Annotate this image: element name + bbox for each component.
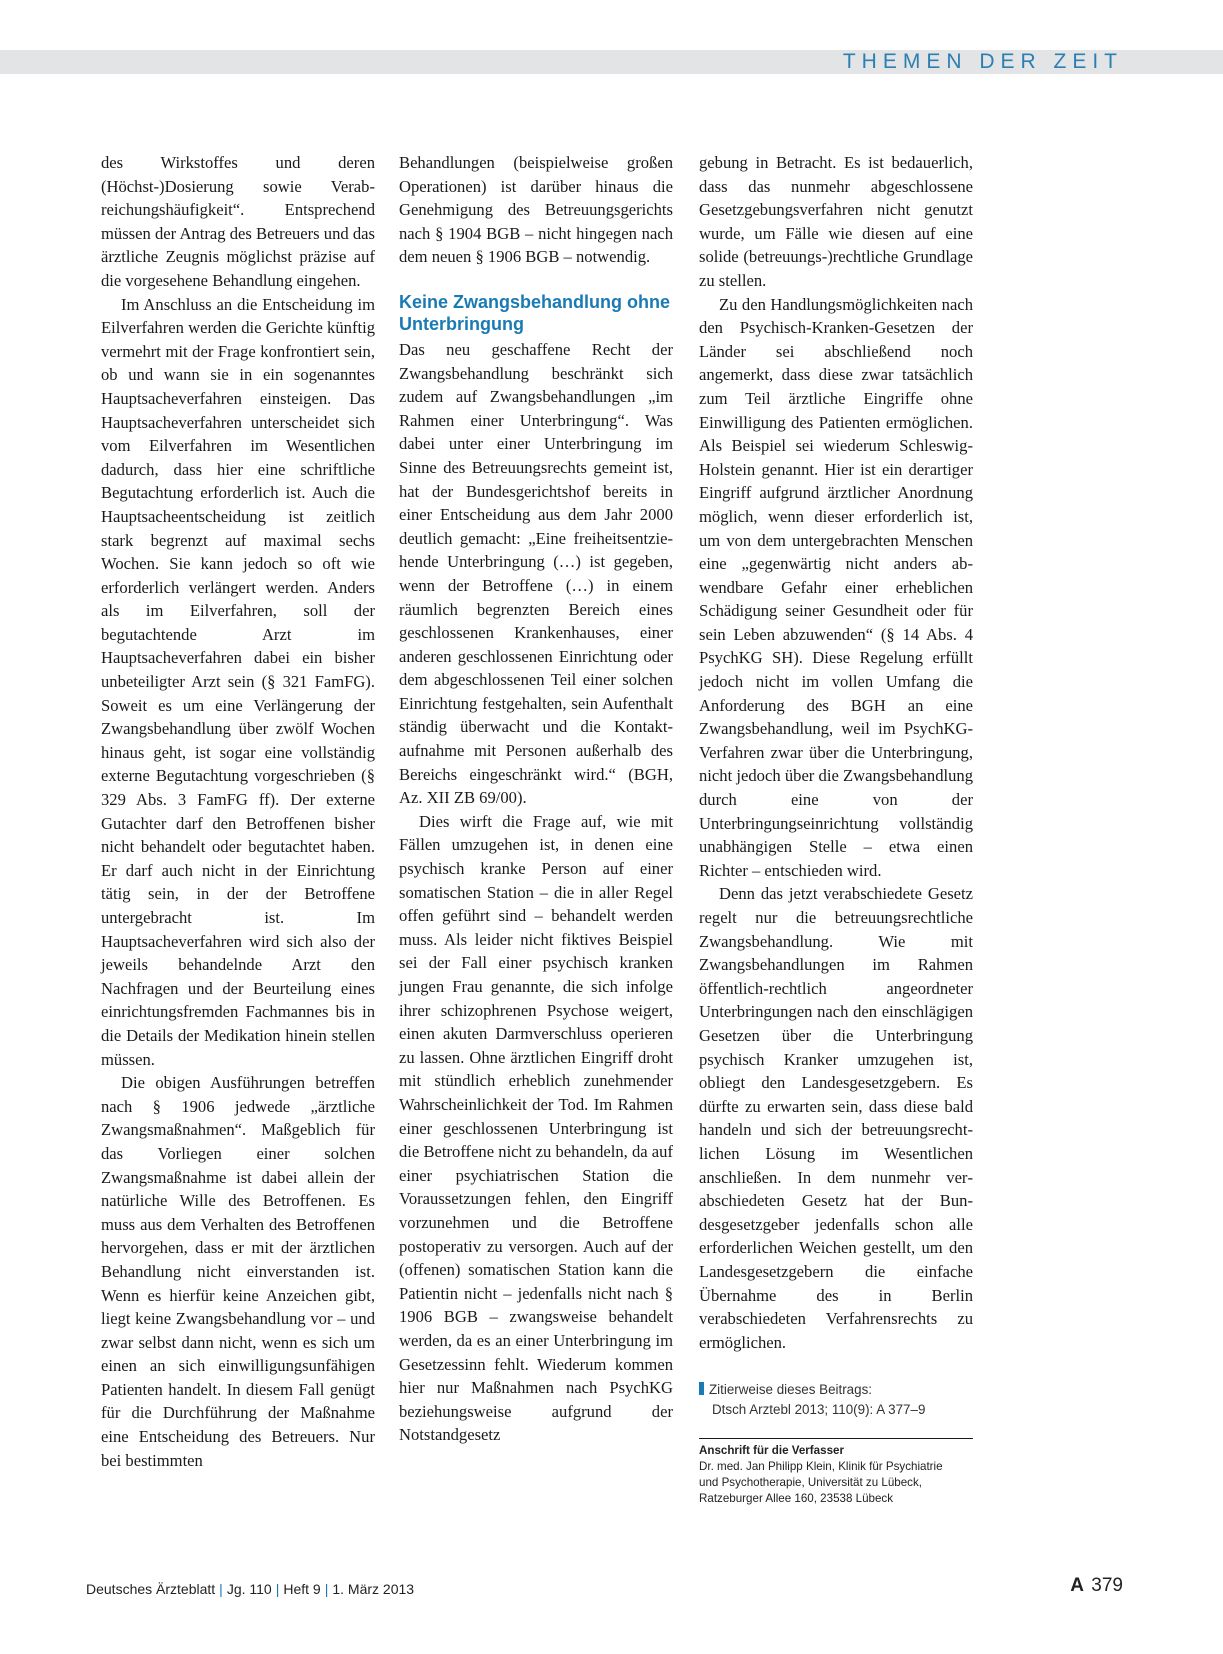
- paragraph: Behandlungen (beispielweise großen Operationen) ist darüber hinaus die Genehmigung des Betreuungsgerichts nach § 1904 BGB – nicht hingegen nach dem neuen § 1906 BGB – notwendig.: [399, 153, 673, 267]
- address-title: Anschrift für die Verfasser: [699, 1444, 844, 1458]
- article-column-2: [399, 151, 673, 1447]
- journal-volume: Jg. 110: [226, 1581, 272, 1597]
- paragraph: Zu den Handlungsmöglichkeiten nach den Psychisch-Kranken-Gesetzen der Länder sei abschließend noch angemerkt, dass diese zwar tatsächlich zum Teil ärztliche Eingriffe ohne Einwilligung des Patienten ermöglichen. Als Beispiel sei wiederum Schleswig-Holstein genannt. Hier ist ein derartiger Eingriff aufgrund ärztlicher Anordnung möglich, wenn dieser erforderlich ist, um von dem untergebrachten Menschen eine „gegenwärtig nicht anders abwendbare Gefahr einer erheblichen Schädigung seiner Gesundheit oder für sein Leben abzuwenden“ (§ 14 Abs. 4 PsychKG SH). Diese Regelung erfüllt jedoch nicht im vollen Umfang die Anforderung des BGH an eine Zwangsbehandlung, weil im PsychKG-Verfahren zwar über die Unterbringung, nicht jedoch über die Zwangsbehandlung durch eine von der Unterbringungseinrichtung vollständig unabhängigen Stelle – etwa einen Richter – entschieden wird.: [699, 294, 973, 880]
- paragraph: Im Anschluss an die Entscheidung im Eilverfahren werden die Gerichte künftig vermehrt mit der Frage konfrontiert sein, ob und wann sie in ein sogenanntes Hauptsacheverfahren einsteigen. Das Hauptsacheverfahren unterscheidet sich vom Eilverfahren im Wesentlichen dadurch, dass hier eine schriftliche Begutachtung erforderlich ist. Auch die Hauptsacheentscheidung ist zeitlich stark begrenzt auf maximal sechs Wochen. Sie kann jedoch so oft wie erforderlich verlängert werden. Anders als im Eilverfahren, soll der begutachtende Arzt im Hauptsacheverfahren dabei ein bisher unbeteiligter Arzt sein (§ 321 FamFG). Soweit es um eine Verlängerung der Zwangsbehandlung über zwölf Wochen hinaus geht, ist sogar eine vollständig externe Begutachtung vorgeschrieben (§ 329 Abs. 3 FamFG ff). Der externe Gutachter darf den Betroffenen bisher nicht behandelt oder begutachtet haben. Er darf auch nicht in der Einrichtung tätig sein, in der der Betroffene untergebracht ist. Im Hauptsacheverfahren wird sich also der jeweils behandelnde Arzt den Nachfragen und der Beurteilung eines einrichtungsfremden Fachmannes bis in die Details der Medikation hinein stellen müssen.: [101, 294, 375, 1069]
- journal-name: Deutsches Ärzteblatt: [86, 1581, 216, 1597]
- citation-reference: Dtsch Arztebl 2013; 110(9): A 377–9: [712, 1402, 926, 1418]
- paragraph: Dies wirft die Frage auf, wie mit Fällen umzugehen ist, in denen eine psychisch kranke Person auf einer somatischen Station – die in aller Regel offen geführt sind – behandelt werden muss. Als leider nicht fiktives Beispiel sei der Fall einer psychisch kranken jungen Frau genannte, die sich infolge ihrer schizophrenen Psychose weigert, einen akuten Darmverschluss operieren zu lassen. Ohne ärztlichen Eingriff droht mit stündlich erheblich zunehmender Wahrscheinlichkeit der Tod. Im Rahmen einer geschlossenen Unterbringung ist die Betroffene nicht zu behandeln, da auf einer psychiatrischen Station die Voraussetzungen fehlen, den Eingriff vorzunehmen und die Betroffene postoperativ zu versorgen. Auch auf der (offenen) somatischen Station kann die Patientin nicht – jedenfalls nicht nach § 1906 BGB – zwangsweise behandelt werden, da es an einer Unterbringung im Gesetzessinn fehlt. Wiederum kommen hier nur Maßnahmen nach PsychKG beziehungsweise aufgrund der Notstandgesetz: [399, 811, 673, 1445]
- footer-separator: |: [324, 1581, 329, 1597]
- paragraph: des Wirkstoffes und deren (Höchst-)Dosierung sowie Verabreichungshäufigkeit“. Entsprechend müssen der Antrag des Betreuers und das ärztliche Zeugnis möglichst präzise auf die vorgesehene Behandlung eingehen.: [101, 153, 375, 290]
- section-title: THEMEN DER ZEIT: [842, 50, 1123, 73]
- page-letter: A: [1070, 1575, 1085, 1596]
- article-column-1: [101, 151, 375, 1472]
- article-column-3: [699, 151, 973, 1507]
- paragraph: Denn das jetzt verabschiedete Gesetz regelt nur die betreuungsrechtliche Zwangsbehandlung. Wie mit Zwangsbehandlungen im Rahmen öffentlich-rechtlich angeordneter Unterbringungen nach den einschlägigen Gesetzen über die Unterbringung psychisch Kranker umzugehen ist, obliegt den Landesgesetzgebern. Es dürfte zu erwarten sein, dass diese bald handeln und sich der betreuungsrechtlichen Lösung im Wesentlichen anschließen. In dem nunmehr verabschiedeten Gesetz hat der Bundesgesetzgeber jedenfalls schon alle erforderlichen Weichen gestellt, um den Landesgesetzgebern die einfache Übernahme des in Berlin verabschiedeten Verfahrensrechts zu ermöglichen.: [699, 884, 973, 1352]
- journal-date: 1. März 2013: [332, 1581, 415, 1597]
- page-number: [1070, 1574, 1123, 1598]
- footer-separator: |: [219, 1581, 223, 1597]
- address-line: Ratzeburger Allee 160, 23538 Lübeck: [699, 1492, 894, 1506]
- paragraph: Die obigen Ausführungen betreffen nach § 1906 jedwede „ärztliche Zwangsmaßnahmen“. Maßgeblich für das Vorliegen einer solchen Zwangsmaßnahme ist dabei allein der natürliche Wille des Betroffenen. Es muss aus dem Verhalten des Betroffenen hervorgehen, dass er mit der ärztlichen Behandlung nicht einverstanden ist. Wenn es hierfür keine Anzeichen gibt, liegt keine Zwangsbehandlung vor – und zwar selbst dann nicht, wenn es sich um einen an sich einwilligungsunfähigen Patienten handelt. In diesem Fall genügt für die Durchführung der Maßnahme eine Entscheidung des Betreuers. Nur bei bestimmten: [101, 1073, 375, 1470]
- author-address: [699, 1438, 973, 1507]
- address-line: und Psychotherapie, Universität zu Lübeck,: [699, 1476, 922, 1490]
- footer-separator: |: [275, 1581, 280, 1597]
- journal-issue: Heft 9: [283, 1581, 321, 1597]
- page-number-value: 379: [1091, 1575, 1123, 1596]
- paragraph: Das neu geschaffene Recht der Zwangsbehandlung beschränkt sich zudem auf Zwangsbehandlungen „im Rahmen einer Unterbringung“. Was dabei unter einer Unterbringung im Sinne des Betreuungsrechts gemeint ist, hat der Bundesgerichtshof bereits in einer Entscheidung aus dem Jahr 2000 deutlich gemacht: „Eine freiheitsentziehende Unterbringung (…) ist gegeben, wenn der Betroffene (…) in einem räumlich begrenzten Bereich eines geschlossenen Krankenhauses, einer anderen geschlossenen Einrichtung oder dem abgeschlossenen Teil einer solchen Einrichtung festgehalten, sein Aufenthalt ständig überwacht und die Kontaktaufnahme mit Personen außerhalb des Bereichs eingeschränkt wird.“ (BGH, Az. XII ZB 69/00).: [399, 339, 673, 808]
- citation-label: Zitierweise dieses Beitrags:: [709, 1382, 872, 1398]
- citation-block: [699, 1380, 973, 1420]
- citation-marker-icon: [699, 1382, 704, 1395]
- address-line: Dr. med. Jan Philipp Klein, Klinik für Psychiatrie: [699, 1460, 943, 1474]
- footer: [86, 1580, 414, 1598]
- paragraph: gebung in Betracht. Es ist bedauerlich, dass das nunmehr abgeschlossene Gesetzgebungsverfahren nicht genutzt wurde, um Fälle wie diesen auf eine solide (betreuungs-)rechtliche Grundlage zu stellen.: [699, 153, 973, 290]
- subheading: Keine Zwangsbehandlung ohne Unterbringung: [399, 291, 671, 334]
